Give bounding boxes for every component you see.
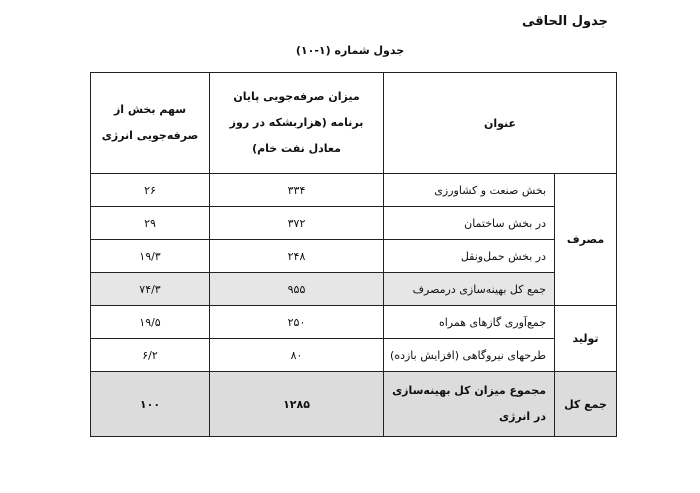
header-share: سهم بخش از صرفه‌جویی انرژی — [91, 73, 210, 174]
row-share: ۶/۲ — [91, 339, 210, 372]
header-savings: میزان صرفه‌جویی پایان برنامه (هزاربشکه در روز معادل نفت خام) — [210, 73, 384, 174]
row-label: جمع کل بهینه‌سازی درمصرف — [384, 273, 555, 306]
table-row — [91, 339, 617, 372]
table-row — [91, 240, 617, 273]
row-label: در بخش حمل‌ونقل — [384, 240, 555, 273]
group-total: جمع کل — [555, 372, 617, 437]
table-row — [91, 207, 617, 240]
table-caption: جدول شماره (۱-۱۰) — [295, 44, 405, 57]
row-savings: ۳۳۴ — [210, 174, 384, 207]
energy-savings-table — [90, 72, 617, 437]
row-label: جمع‌آوری گازهای همراه — [384, 306, 555, 339]
row-label: مجموع میزان کل بهینه‌سازی در انرژی — [384, 372, 555, 437]
row-savings: ۲۴۸ — [210, 240, 384, 273]
table-row-subtotal — [91, 273, 617, 306]
table-row — [91, 306, 617, 339]
row-savings: ۸۰ — [210, 339, 384, 372]
row-share: ۱۹/۵ — [91, 306, 210, 339]
table-row-total — [91, 372, 617, 437]
table-row — [91, 174, 617, 207]
row-share: ۱۹/۳ — [91, 240, 210, 273]
row-label: بخش صنعت و کشاورزی — [384, 174, 555, 207]
row-share: ۷۴/۳ — [91, 273, 210, 306]
row-label: در بخش ساختمان — [384, 207, 555, 240]
row-share: ۲۹ — [91, 207, 210, 240]
row-share: ۱۰۰ — [91, 372, 210, 437]
row-savings: ۳۷۲ — [210, 207, 384, 240]
header-title: عنوان — [384, 73, 617, 174]
row-savings: ۱۲۸۵ — [210, 372, 384, 437]
group-consumption: مصرف — [555, 174, 617, 306]
group-production: تولید — [555, 306, 617, 372]
header-row — [91, 73, 617, 174]
row-savings: ۹۵۵ — [210, 273, 384, 306]
document-title: جدول الحاقی — [521, 14, 608, 29]
row-savings: ۲۵۰ — [210, 306, 384, 339]
row-label: طرحهای نیروگاهی (افزایش بازده) — [384, 339, 555, 372]
row-share: ۲۶ — [91, 174, 210, 207]
